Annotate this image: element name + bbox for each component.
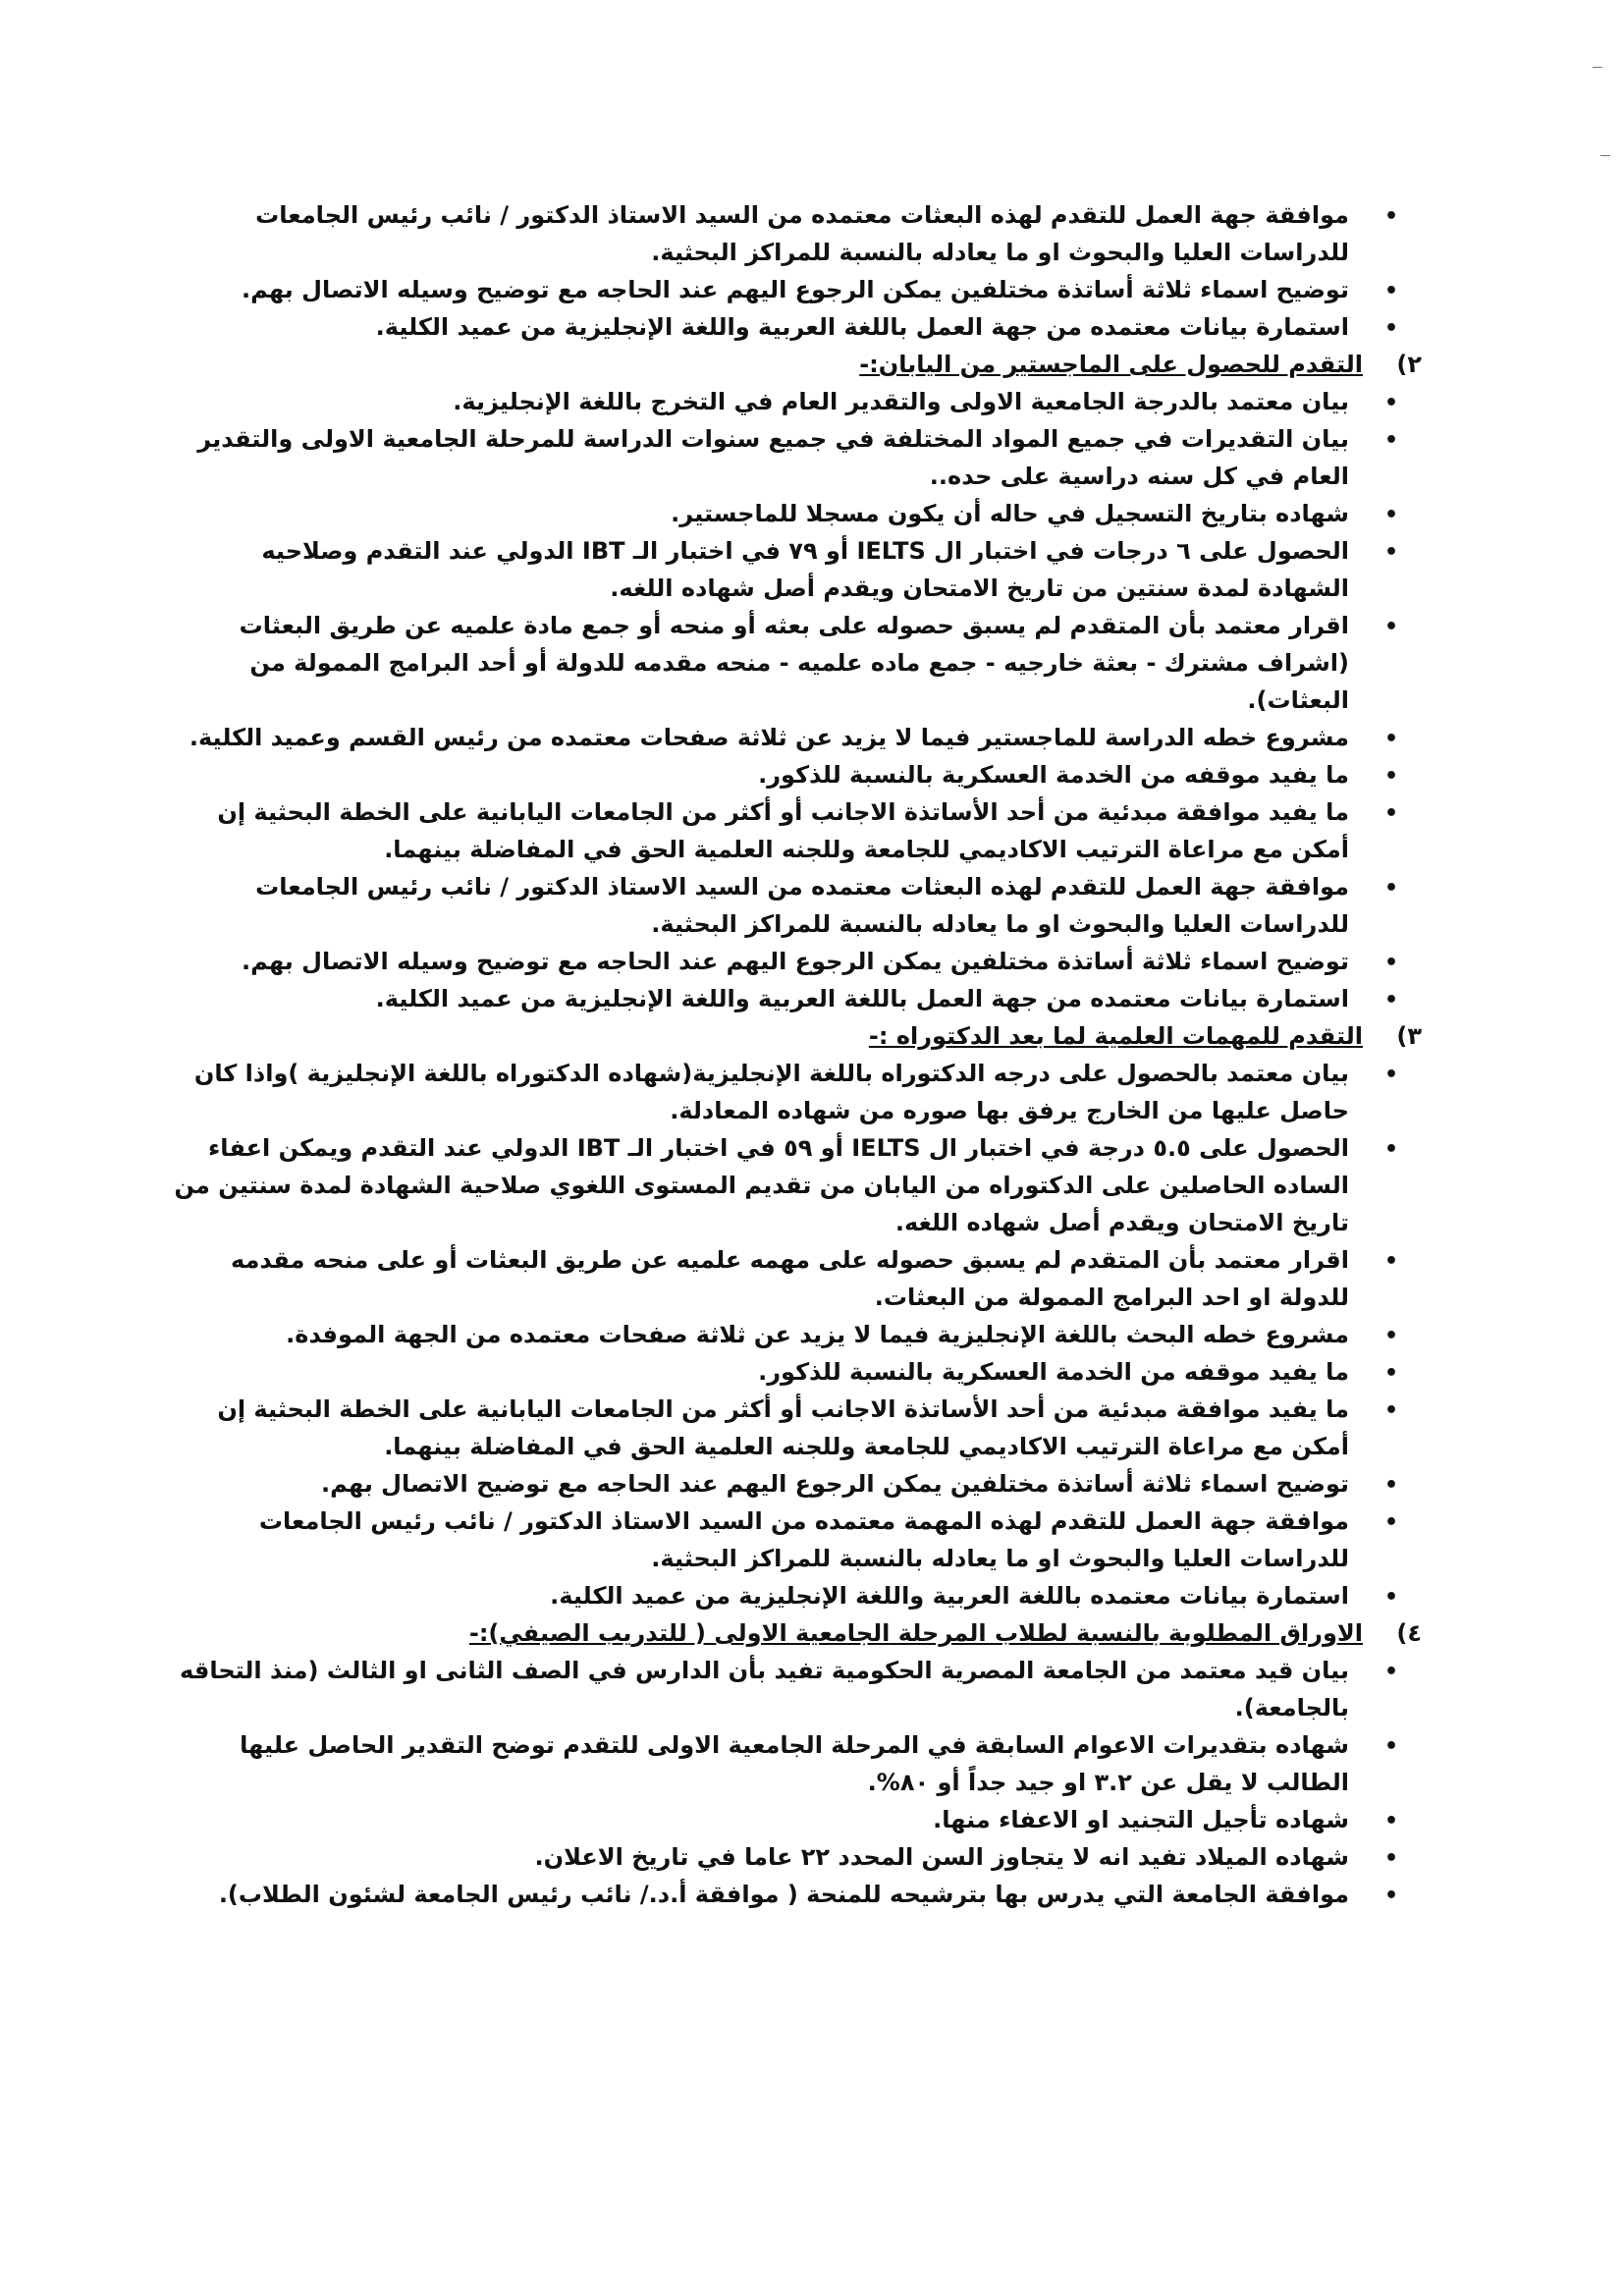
section2-heading (171, 346, 1422, 383)
list-item: • استمارة بيانات معتمده من جهة العمل باللغة العربية واللغة الإنجليزية من عميد الكلية. (171, 308, 1398, 346)
list-item: • مشروع خطه الدراسة للماجستير فيما لا يزيد عن ثلاثة صفحات معتمده من رئيس القسم وعميد الكلية. (171, 719, 1398, 756)
section3-list (171, 1055, 1398, 1614)
list-item: • شهاده الميلاد تفيد انه لا يتجاوز السن المحدد ٢٢ عاما في تاريخ الاعلان. (171, 1838, 1398, 1876)
list-item: • الحصول على ٦ درجات في اختبار ال IELTS أو ٧٩ في اختبار الـ IBT الدولي عند التقدم وصلاحيه الشهادة لمدة سنتين من تاريخ الامتحان ويقدم أصل شهاده اللغه. (171, 532, 1398, 607)
list-item: • موافقة جهة العمل للتقدم لهذه البعثات معتمده من السيد الاستاذ الدكتور / نائب رئيس الجامعات للدراسات العليا والبحوث او ما يعادله بالنسبة للمراكز البحثية. (171, 196, 1398, 271)
list-item: • ما يفيد موقفه من الخدمة العسكرية بالنسبة للذكور. (171, 1353, 1398, 1391)
list-item: • استمارة بيانات معتمده باللغة العربية واللغة الإنجليزية من عميد الكلية. (171, 1577, 1398, 1614)
section-number: ٤) (1396, 1619, 1422, 1647)
section-number: ٣) (1396, 1022, 1422, 1050)
list-item: • بيان معتمد بالحصول على درجه الدكتوراه باللغة الإنجليزية(شهاده الدكتوراه باللغة الإنجليزية )واذا كان حاصل عليها من الخارج يرفق بها صوره من شهاده المعادلة. (171, 1055, 1398, 1129)
section-number: ٢) (1396, 351, 1422, 378)
list-item: • شهاده بتقديرات الاعوام السابقة في المرحلة الجامعية الاولى للتقدم توضح التقدير الحاصل عليها الطالب لا يقل عن ٣.٢ او جيد جداً أو ٨٠%. (171, 1726, 1398, 1801)
list-item: • ما يفيد موقفه من الخدمة العسكرية بالنسبة للذكور. (171, 756, 1398, 793)
list-item: • توضيح اسماء ثلاثة أساتذة مختلفين يمكن الرجوع اليهم عند الحاجه مع توضيح وسيله الاتصال بهم. (171, 943, 1398, 980)
section-title: الاوراق المطلوبة بالنسبة لطلاب المرحلة الجامعية الاولى ( للتدريب الصيفي):- (468, 1619, 1363, 1647)
list-item: • بيان قيد معتمد من الجامعة المصرية الحكومية تفيد بأن الدارس في الصف الثانى او الثالث (منذ التحاقه بالجامعة). (171, 1652, 1398, 1726)
section4-list (171, 1652, 1398, 1913)
list-item: • بيان معتمد بالدرجة الجامعية الاولى والتقدير العام في التخرج باللغة الإنجليزية. (171, 383, 1398, 420)
list-item: • استمارة بيانات معتمده من جهة العمل باللغة العربية واللغة الإنجليزية من عميد الكلية. (171, 980, 1398, 1017)
list-item: • بيان التقديرات في جميع المواد المختلفة في جميع سنوات الدراسة للمرحلة الجامعية الاولى والتقدير العام في كل سنه دراسية على حده.. (171, 420, 1398, 495)
list-item: • موافقة جهة العمل للتقدم لهذه البعثات معتمده من السيد الاستاذ الدكتور / نائب رئيس الجامعات للدراسات العليا والبحوث او ما يعادله بالنسبة للمراكز البحثية. (171, 868, 1398, 943)
list-item: • موافقة جهة العمل للتقدم لهذه المهمة معتمده من السيد الاستاذ الدكتور / نائب رئيس الجامعات للدراسات العليا والبحوث او ما يعادله بالنسبة للمراكز البحثية. (171, 1503, 1398, 1577)
list-item: • مشروع خطه البحث باللغة الإنجليزية فيما لا يزيد عن ثلاثة صفحات معتمده من الجهة الموفدة. (171, 1316, 1398, 1353)
section-title: التقدم للحصول على الماجستير من اليابان:- (859, 351, 1363, 378)
list-item: • موافقة الجامعة التي يدرس بها بترشيحه للمنحة ( موافقة أ.د./ نائب رئيس الجامعة لشئون الطلاب). (171, 1876, 1398, 1913)
scan-mark (1593, 67, 1602, 68)
section4-heading (171, 1614, 1422, 1652)
list-item: • ما يفيد موافقة مبدئية من أحد الأساتذة الاجانب أو أكثر من الجامعات اليابانية على الخطة البحثية إن أمكن مع مراعاة الترتيب الاكاديمي للجامعة وللجنه العلمية الحق في المفاضلة بينهما. (171, 793, 1398, 868)
list-item: • توضيح اسماء ثلاثة أساتذة مختلفين يمكن الرجوع اليهم عند الحاجه مع توضيح الاتصال بهم. (171, 1465, 1398, 1503)
section-title: التقدم للمهمات العلمية لما بعد الدكتوراه :- (868, 1022, 1363, 1050)
list-item: • اقرار معتمد بأن المتقدم لم يسبق حصوله على مهمه علميه عن طريق البعثات أو على منحه مقدمه للدولة او احد البرامج الممولة من البعثات. (171, 1241, 1398, 1316)
section2-list (171, 383, 1398, 1017)
section1-list (171, 196, 1398, 346)
list-item: • شهاده بتاريخ التسجيل في حاله أن يكون مسجلا للماجستير. (171, 495, 1398, 532)
list-item: • شهاده تأجيل التجنيد او الاعفاء منها. (171, 1801, 1398, 1838)
list-item: • ما يفيد موافقة مبدئية من أحد الأساتذة الاجانب أو أكثر من الجامعات اليابانية على الخطة البحثية إن أمكن مع مراعاة الترتيب الاكاديمي للجامعة وللجنه العلمية الحق في المفاضلة بينهما. (171, 1391, 1398, 1465)
section3-heading (171, 1017, 1422, 1055)
list-item: • اقرار معتمد بأن المتقدم لم يسبق حصوله على بعثه أو منحه أو جمع مادة علميه عن طريق البعثات (اشراف مشترك - بعثة خارجيه - جمع ماده علميه - منحه مقدمه للدولة أو أحد البرامج الممولة من البعثات). (171, 607, 1398, 719)
list-item: • توضيح اسماء ثلاثة أساتذة مختلفين يمكن الرجوع اليهم عند الحاجه مع توضيح وسيله الاتصال بهم. (171, 271, 1398, 308)
document-body (171, 196, 1422, 1913)
list-item: • الحصول على ٥.٥ درجة في اختبار ال IELTS أو ٥٩ في اختبار الـ IBT الدولي عند التقدم ويمكن اعفاء الساده الحاصلين على الدكتوراه من اليابان من تقديم المستوى اللغوي صلاحية الشهادة لمدة سنتين من تاريخ الامتحان ويقدم أصل شهاده اللغه. (171, 1129, 1398, 1241)
scan-mark (1600, 155, 1610, 156)
